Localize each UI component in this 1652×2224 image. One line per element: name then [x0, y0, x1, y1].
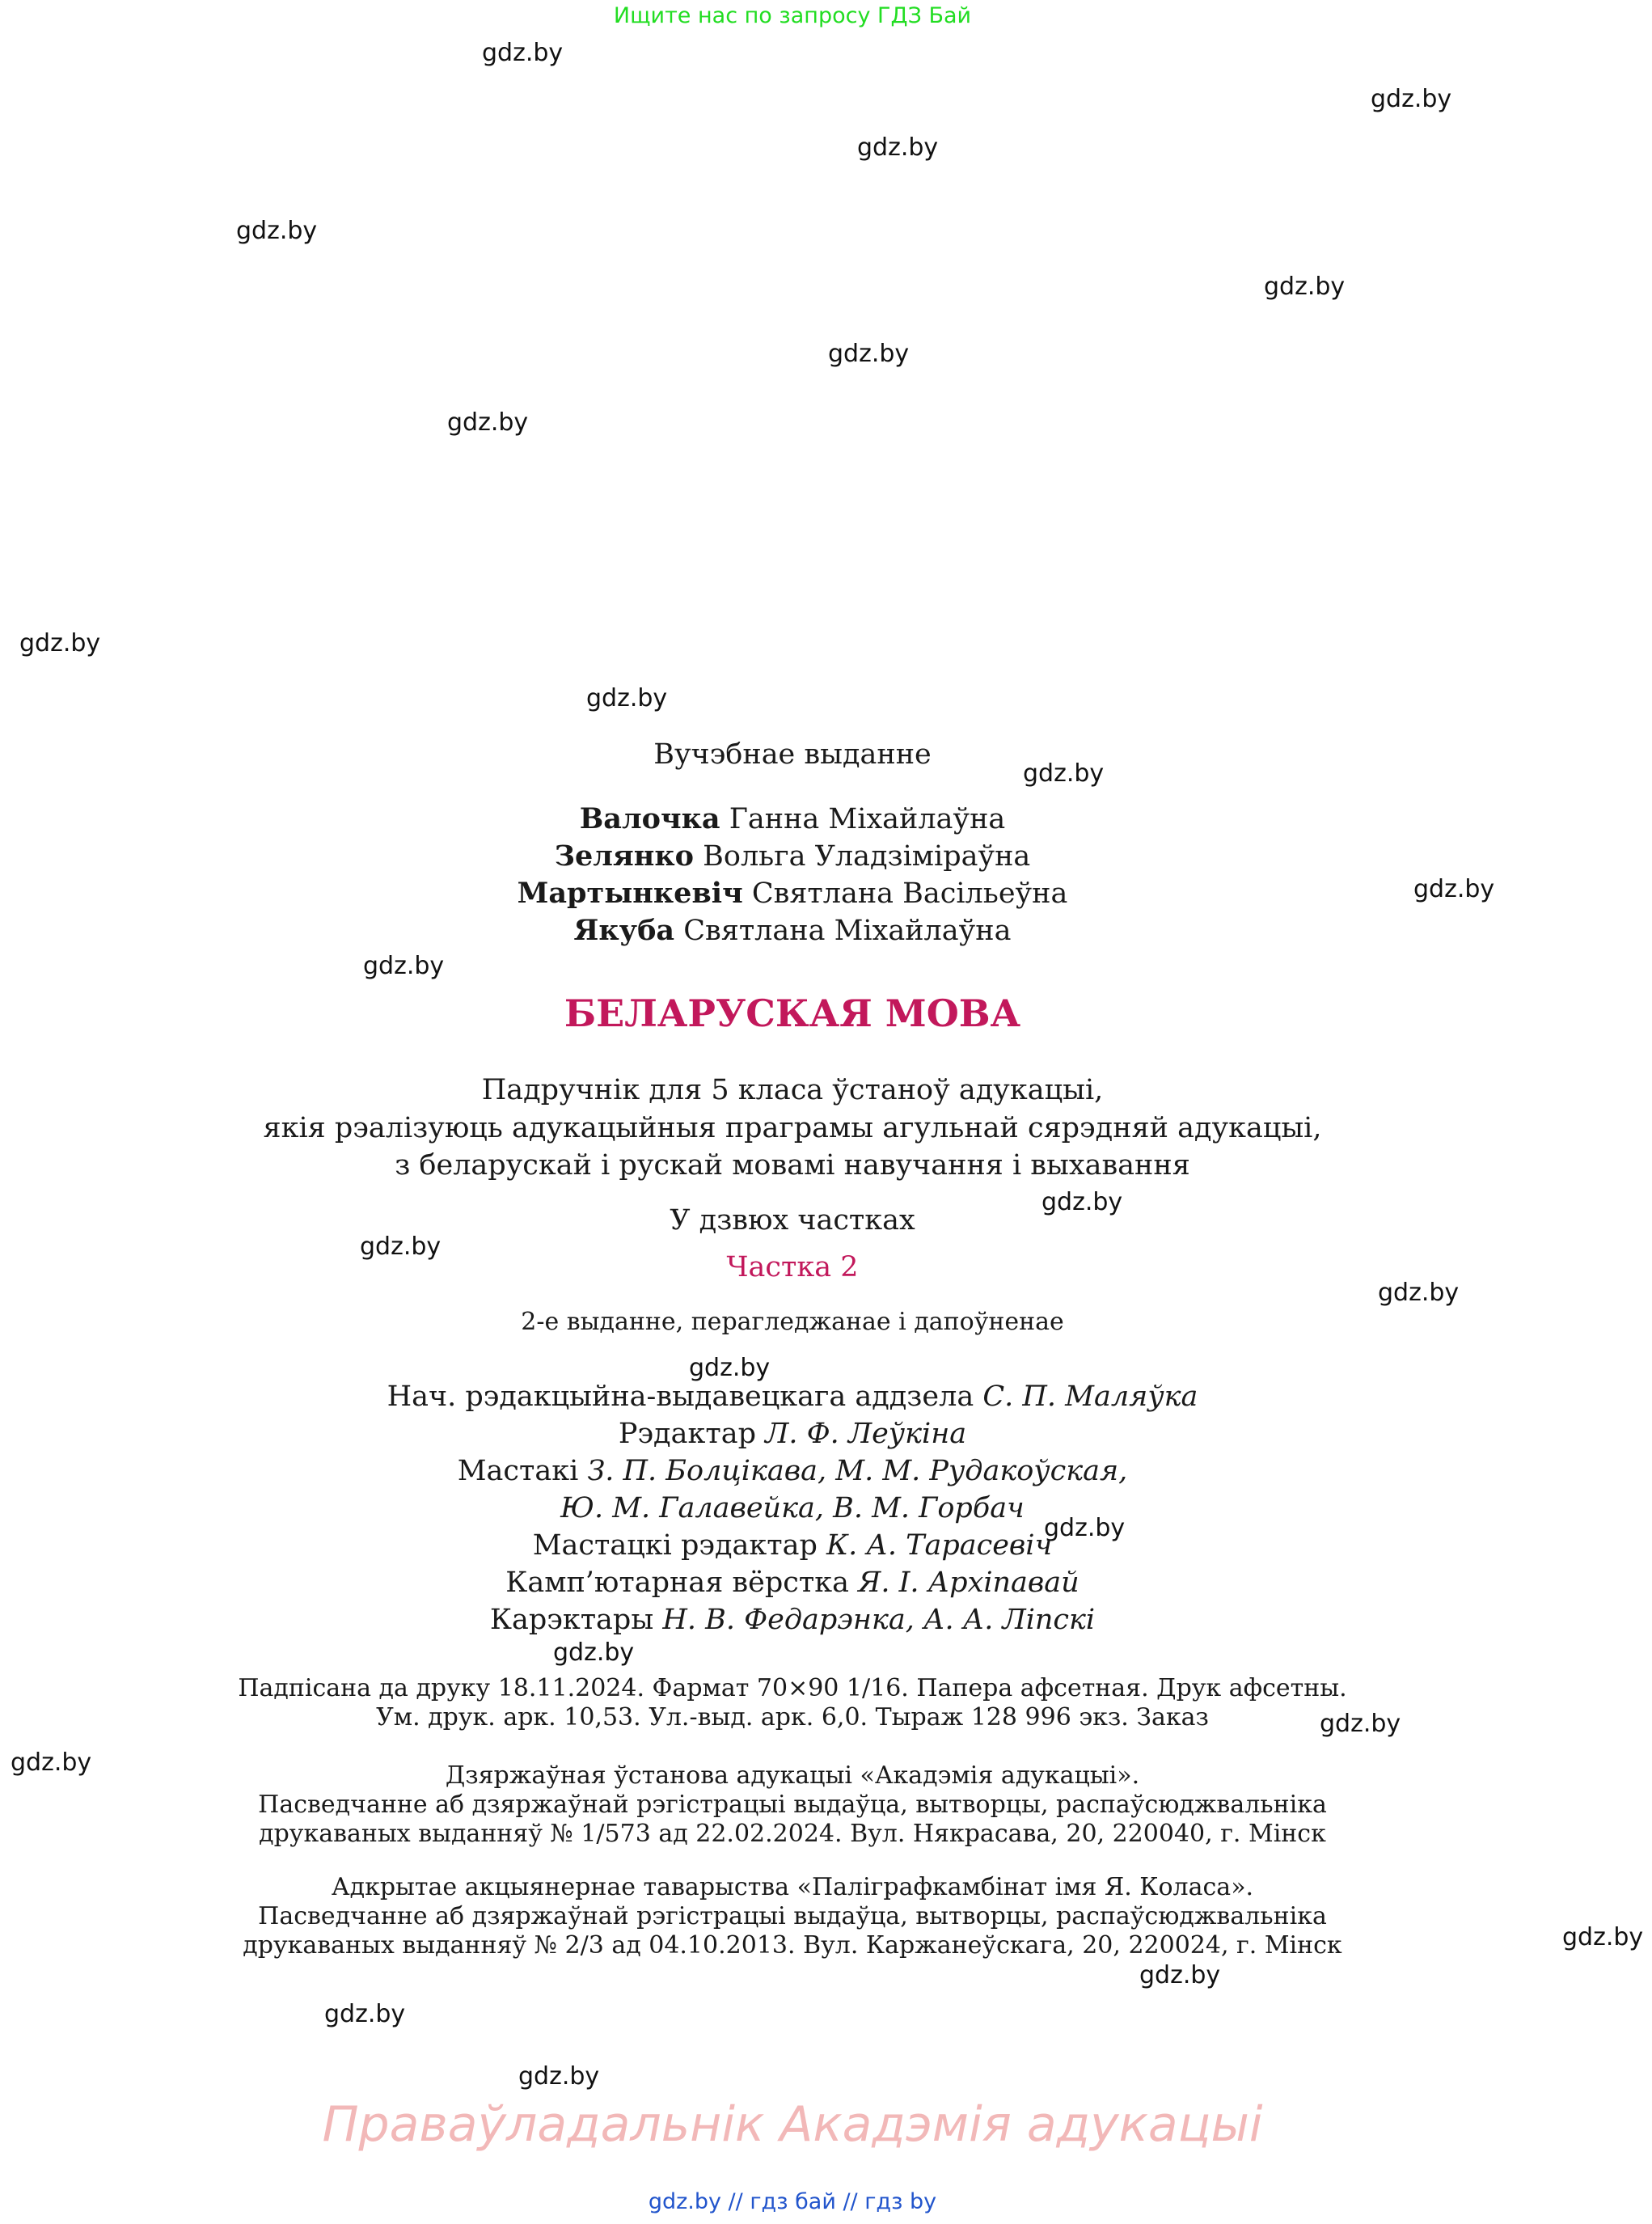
credit-line: Камп’ютарная вёрстка Я. І. Архіпавай [505, 1567, 1080, 1599]
watermark: gdz.by [857, 133, 939, 162]
author-line: Мартынкевіч Святлана Васільеўна [517, 877, 1068, 910]
watermark: gdz.by [1378, 1279, 1460, 1307]
part-number: Частка 2 [726, 1251, 859, 1283]
watermark: gdz.by [1371, 85, 1452, 113]
watermark: gdz.by [689, 1354, 771, 1382]
watermark: gdz.by [447, 408, 529, 437]
watermark: gdz.by [1044, 1514, 1126, 1542]
watermark: gdz.by [19, 629, 101, 657]
watermark: gdz.by [1264, 273, 1346, 301]
watermark: gdz.by [1320, 1710, 1401, 1738]
credit-line: Рэдактар Л. Ф. Леўкіна [618, 1418, 967, 1450]
watermark: gdz.by [1413, 875, 1495, 903]
author-line: Валочка Ганна Міхайлаўна [579, 802, 1006, 835]
credit-line: Карэктары Н. В. Федарэнка, А. А. Ліпскі [489, 1604, 1096, 1636]
watermark: gdz.by [828, 340, 910, 368]
watermark: gdz.by [324, 2000, 406, 2028]
author-line: Зелянко Вольга Уладзіміраўна [554, 839, 1031, 873]
watermark: gdz.by [586, 684, 668, 712]
watermark: gdz.by [553, 1638, 635, 1667]
book-title: БЕЛАРУСКАЯ МОВА [564, 991, 1021, 1035]
parts-note: У дзвюх частках [670, 1204, 915, 1237]
credit-line: Мастакі З. П. Болцікава, М. М. Рудакоўская, [457, 1455, 1128, 1487]
watermark: gdz.by [1562, 1923, 1644, 1951]
watermark: gdz.by [482, 39, 564, 67]
watermark: gdz.by [1023, 759, 1105, 788]
credit-line: Ю. М. Галавейка, В. М. Горбач [560, 1492, 1025, 1524]
watermark: gdz.by [11, 1748, 92, 1777]
printer-line: Адкрытае акцыянернае таварыства «Паліграфкамбінат імя Я. Коласа». [331, 1873, 1254, 1901]
credit-line: Мастацкі рэдактар К. А. Тарасевіч [532, 1529, 1053, 1562]
watermark: gdz.by [236, 217, 318, 245]
watermark: gdz.by [518, 2062, 600, 2091]
printer-line: друкаваных выданняў № 2/3 ад 04.10.2013. Вул. Каржанеўскага, 20, 220024, г. Мінск [243, 1931, 1342, 1960]
watermark: gdz.by [360, 1233, 442, 1261]
print-info-line: Ум. друк. арк. 10,53. Ул.-выд. арк. 6,0. Тыраж 128 996 экз. Заказ [376, 1703, 1209, 1731]
watermark: gdz.by [363, 952, 445, 980]
publisher-line: Дзяржаўная ўстанова адукацыі «Акадэмія адукацыі». [445, 1761, 1140, 1790]
search-banner: Ищите нас по запросу ГДЗ Бай [613, 3, 972, 28]
subtitle-line: якія рэалізуюць адукацыйныя праграмы агульнай сярэдняй адукацыі, [263, 1112, 1322, 1144]
author-line: Якуба Святлана Міхайлаўна [573, 914, 1012, 947]
subtitle-line: Падручнік для 5 класа ўстаноў адукацыі, [481, 1074, 1104, 1106]
watermark: gdz.by [1139, 1961, 1221, 1989]
watermark: gdz.by [1041, 1188, 1123, 1216]
edition-type: Вучэбнае выданне [653, 738, 932, 771]
publisher-line: друкаваных выданняў № 1/573 ад 22.02.2024. Вул. Някрасава, 20, 220040, г. Мінск [259, 1820, 1326, 1848]
edition-note: 2-е выданне, перагледжанае і дапоўненае [521, 1308, 1064, 1336]
publisher-line: Пасведчанне аб дзяржаўнай рэгістрацыі выдаўца, вытворцы, распаўсюджвальніка [258, 1791, 1327, 1819]
printer-line: Пасведчанне аб дзяржаўнай рэгістрацыі выдаўца, вытворцы, распаўсюджвальніка [258, 1902, 1327, 1930]
subtitle-line: з беларускай і рускай мовамі навучання і выхавання [395, 1149, 1190, 1182]
footer-links[interactable]: gdz.by // гдз бай // гдз by [648, 2189, 937, 2214]
rights-holder-watermark: Праваўладальнік Акадэмія адукацыі [322, 2096, 1263, 2153]
print-info-line: Падпісана да друку 18.11.2024. Фармат 70×90 1/16. Папера афсетная. Друк афсетны. [238, 1674, 1347, 1702]
credit-line: Нач. рэдакцыйна-выдавецкага аддзела С. П. Маляўка [387, 1380, 1198, 1413]
